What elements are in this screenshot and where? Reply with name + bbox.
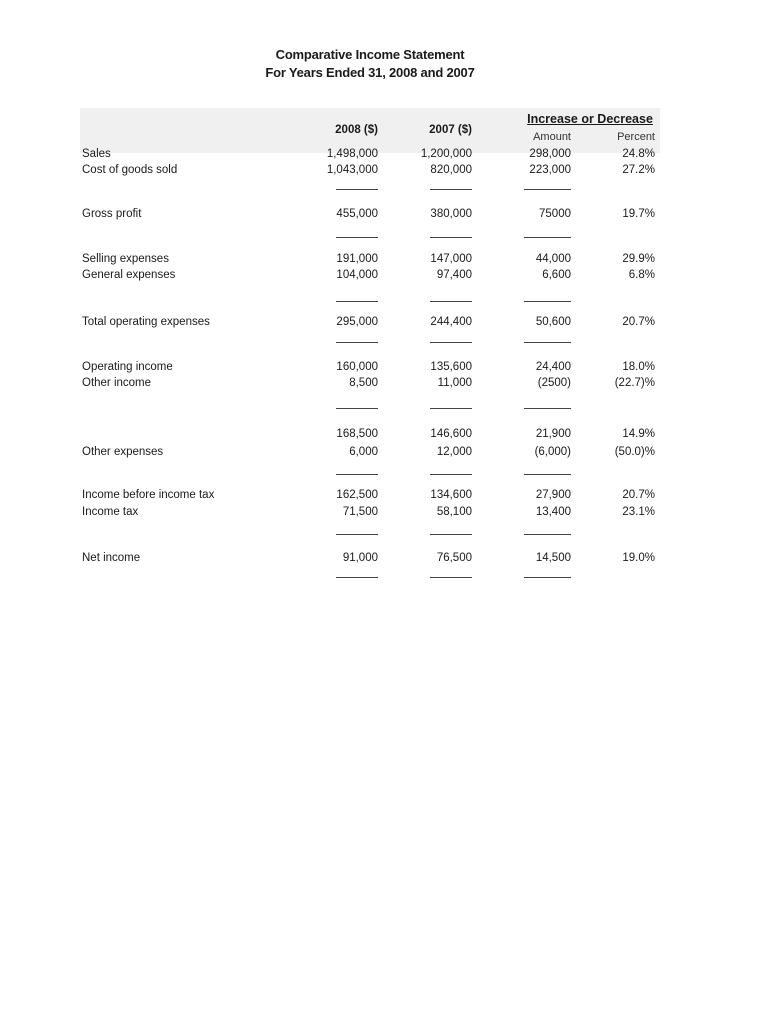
rule bbox=[336, 577, 378, 578]
row-percent: 19.0% bbox=[622, 552, 655, 564]
row-percent: (22.7)% bbox=[614, 377, 655, 389]
row-percent: (50.0)% bbox=[614, 446, 655, 458]
rule bbox=[336, 342, 378, 343]
row-label: Cost of goods sold bbox=[82, 164, 178, 176]
rule bbox=[430, 534, 472, 535]
row-2007: 134,600 bbox=[430, 489, 472, 501]
row-percent: 19.7% bbox=[622, 208, 655, 220]
row-2008: 6,000 bbox=[349, 446, 378, 458]
rule bbox=[524, 342, 571, 343]
rule bbox=[336, 301, 378, 302]
row-2008: 295,000 bbox=[336, 316, 378, 328]
row-amount: 44,000 bbox=[535, 253, 571, 265]
rule bbox=[524, 577, 571, 578]
row-percent: 27.2% bbox=[622, 164, 655, 176]
rule bbox=[524, 408, 571, 409]
header-2007: 2007 ($) bbox=[429, 124, 472, 136]
row-2008: 104,000 bbox=[336, 269, 378, 281]
row-2008: 191,000 bbox=[336, 253, 378, 265]
row-label: Total operating expenses bbox=[82, 316, 210, 328]
row-2008: 168,500 bbox=[336, 428, 378, 440]
header-percent: Percent bbox=[617, 131, 655, 143]
row-amount: 21,900 bbox=[535, 428, 571, 440]
rule bbox=[524, 534, 571, 535]
row-amount: 14,500 bbox=[535, 552, 571, 564]
rule bbox=[430, 301, 472, 302]
row-2008: 1,498,000 bbox=[326, 148, 378, 160]
row-2008: 8,500 bbox=[349, 377, 378, 389]
row-percent: 20.7% bbox=[622, 316, 655, 328]
rule bbox=[336, 237, 378, 238]
row-percent: 23.1% bbox=[622, 506, 655, 518]
row-2007: 76,500 bbox=[436, 552, 472, 564]
rule bbox=[430, 474, 472, 475]
row-2008: 1,043,000 bbox=[326, 164, 378, 176]
row-2007: 97,400 bbox=[436, 269, 472, 281]
rule bbox=[430, 342, 472, 343]
row-2007: 147,000 bbox=[430, 253, 472, 265]
row-label: Other expenses bbox=[82, 446, 164, 458]
row-percent: 14.9% bbox=[622, 428, 655, 440]
row-percent: 20.7% bbox=[622, 489, 655, 501]
rule bbox=[336, 189, 378, 190]
rule bbox=[524, 189, 571, 190]
change-header: Increase or Decrease bbox=[527, 112, 653, 126]
row-2008: 162,500 bbox=[336, 489, 378, 501]
row-2007: 11,000 bbox=[437, 377, 472, 389]
rule bbox=[524, 474, 571, 475]
row-percent: 24.8% bbox=[622, 148, 655, 160]
header-amount: Amount bbox=[533, 131, 571, 143]
row-2008: 160,000 bbox=[336, 361, 378, 373]
row-label: Gross profit bbox=[82, 208, 142, 220]
row-amount: 75000 bbox=[539, 208, 571, 220]
row-percent: 6.8% bbox=[628, 269, 655, 281]
row-label: Income tax bbox=[82, 506, 139, 518]
row-2008: 71,500 bbox=[342, 506, 378, 518]
row-label: Income before income tax bbox=[82, 489, 215, 501]
rule bbox=[524, 301, 571, 302]
rule bbox=[336, 474, 378, 475]
rule bbox=[336, 408, 378, 409]
row-label: Operating income bbox=[82, 361, 173, 373]
row-2007: 244,400 bbox=[430, 316, 472, 328]
row-amount: 13,400 bbox=[535, 506, 571, 518]
row-2007: 380,000 bbox=[430, 208, 472, 220]
row-2007: 58,100 bbox=[436, 506, 472, 518]
rule bbox=[430, 189, 472, 190]
row-2007: 146,600 bbox=[430, 428, 472, 440]
row-amount: 27,900 bbox=[535, 489, 571, 501]
rule bbox=[524, 237, 571, 238]
row-label: Sales bbox=[82, 148, 111, 160]
title-line-2: For Years Ended 31, 2008 and 2007 bbox=[265, 65, 475, 80]
row-label: Selling expenses bbox=[82, 253, 169, 265]
row-label: Net income bbox=[82, 552, 141, 564]
title-line-1: Comparative Income Statement bbox=[275, 47, 465, 62]
row-percent: 29.9% bbox=[622, 253, 655, 265]
row-amount: (6,000) bbox=[534, 446, 571, 458]
statement-title bbox=[0, 46, 740, 82]
rule bbox=[430, 237, 472, 238]
row-2008: 91,000 bbox=[342, 552, 378, 564]
row-2008: 455,000 bbox=[336, 208, 378, 220]
row-2007: 12,000 bbox=[436, 446, 472, 458]
row-amount: 50,600 bbox=[535, 316, 571, 328]
row-percent: 18.0% bbox=[622, 361, 655, 373]
row-amount: 223,000 bbox=[529, 164, 571, 176]
row-amount: 6,600 bbox=[542, 269, 571, 281]
header-2008: 2008 ($) bbox=[335, 124, 378, 136]
row-2007: 1,200,000 bbox=[420, 148, 472, 160]
row-2007: 820,000 bbox=[430, 164, 472, 176]
row-amount: 298,000 bbox=[529, 148, 571, 160]
row-label: General expenses bbox=[82, 269, 176, 281]
row-amount: (2500) bbox=[537, 377, 571, 389]
rule bbox=[336, 534, 378, 535]
rule bbox=[430, 408, 472, 409]
row-amount: 24,400 bbox=[535, 361, 571, 373]
row-2007: 135,600 bbox=[430, 361, 472, 373]
row-label: Other income bbox=[82, 377, 152, 389]
rule bbox=[430, 577, 472, 578]
